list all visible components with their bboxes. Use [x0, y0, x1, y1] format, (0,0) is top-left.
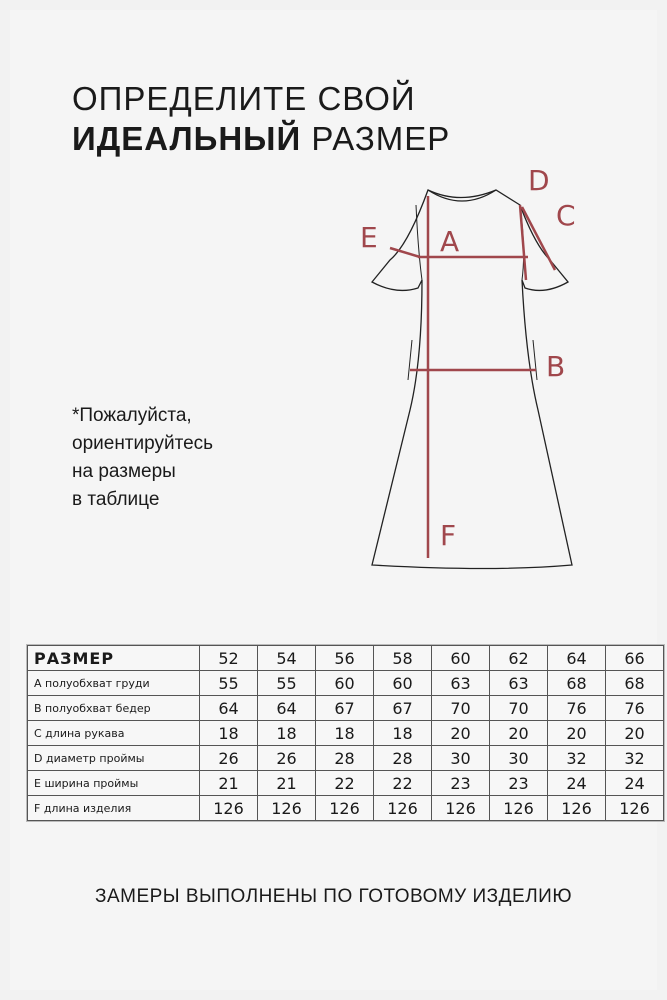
label-c: C: [556, 199, 576, 232]
table-cell: 32: [548, 746, 606, 771]
size-cell: 64: [548, 646, 606, 671]
table-cell: 64: [200, 696, 258, 721]
table-cell: 24: [606, 771, 664, 796]
table-cell: 76: [548, 696, 606, 721]
row-label: F длина изделия: [28, 796, 200, 821]
table-cell: 126: [548, 796, 606, 821]
note-line: в таблице: [72, 489, 160, 510]
title-bold: ИДЕАЛЬНЫЙ: [72, 120, 302, 157]
table-cell: 30: [432, 746, 490, 771]
table-cell: 24: [548, 771, 606, 796]
table-cell: 20: [606, 721, 664, 746]
table-cell: 126: [606, 796, 664, 821]
row-label: А полуобхват груди: [28, 671, 200, 696]
table-row: [28, 796, 664, 821]
footer-note: ЗАМЕРЫ ВЫПОЛНЕНЫ ПО ГОТОВОМУ ИЗДЕЛИЮ: [94, 886, 573, 907]
table-cell: 126: [490, 796, 548, 821]
table-cell: 55: [258, 671, 316, 696]
table-cell: 23: [490, 771, 548, 796]
table-cell: 126: [316, 796, 374, 821]
table-cell: 126: [200, 796, 258, 821]
table-cell: 126: [432, 796, 490, 821]
table-cell: 63: [490, 671, 548, 696]
label-b: B: [546, 350, 566, 383]
table-cell: 67: [374, 696, 432, 721]
size-cell: 54: [258, 646, 316, 671]
table-cell: 68: [606, 671, 664, 696]
note-line: ориентируйтесь: [72, 433, 214, 454]
table-header-label: РАЗМЕР: [28, 646, 200, 671]
size-cell: 66: [606, 646, 664, 671]
table-row: [28, 671, 664, 696]
table-cell: 18: [316, 721, 374, 746]
title-rest: РАЗМЕР: [301, 120, 451, 157]
table-cell: 70: [490, 696, 548, 721]
table-cell: 20: [548, 721, 606, 746]
dress-measurement-diagram: [350, 160, 610, 580]
label-e: E: [360, 221, 378, 254]
table-cell: 76: [606, 696, 664, 721]
table-cell: 32: [606, 746, 664, 771]
table-cell: 23: [432, 771, 490, 796]
dress-pocket-line: [408, 340, 412, 380]
table-cell: 64: [258, 696, 316, 721]
row-label: E ширина проймы: [28, 771, 200, 796]
table-cell: 21: [258, 771, 316, 796]
table-cell: 21: [200, 771, 258, 796]
table-cell: 67: [316, 696, 374, 721]
size-table: [27, 645, 664, 821]
table-cell: 26: [258, 746, 316, 771]
table-cell: 22: [374, 771, 432, 796]
row-label: В полуобхват бедер: [28, 696, 200, 721]
table-cell: 126: [258, 796, 316, 821]
note-line: *Пожалуйста,: [72, 405, 192, 426]
table-row: [28, 746, 664, 771]
size-note: [72, 402, 213, 514]
table-cell: 18: [374, 721, 432, 746]
size-cell: 58: [374, 646, 432, 671]
table-row: [28, 696, 664, 721]
table-cell: 22: [316, 771, 374, 796]
table-cell: 26: [200, 746, 258, 771]
table-cell: 18: [258, 721, 316, 746]
table-cell: 70: [432, 696, 490, 721]
label-d: D: [528, 164, 550, 197]
table-cell: 28: [316, 746, 374, 771]
size-cell: 52: [200, 646, 258, 671]
dress-pocket-line-right: [533, 340, 537, 380]
size-cell: 56: [316, 646, 374, 671]
row-label: С длина рукава: [28, 721, 200, 746]
table-cell: 18: [200, 721, 258, 746]
table-cell: 68: [548, 671, 606, 696]
size-cell: 60: [432, 646, 490, 671]
table-row: [28, 771, 664, 796]
table-cell: 20: [490, 721, 548, 746]
note-line: на размеры: [72, 461, 176, 482]
size-cell: 62: [490, 646, 548, 671]
table-header-row: [28, 646, 664, 671]
table-cell: 55: [200, 671, 258, 696]
table-cell: 126: [374, 796, 432, 821]
row-label: D диаметр проймы: [28, 746, 200, 771]
table-cell: 20: [432, 721, 490, 746]
table-row: [28, 721, 664, 746]
table-cell: 30: [490, 746, 548, 771]
title-line-2: [72, 120, 450, 158]
table-cell: 60: [374, 671, 432, 696]
table-cell: 28: [374, 746, 432, 771]
table-cell: 60: [316, 671, 374, 696]
label-f: F: [440, 519, 457, 552]
table-cell: 63: [432, 671, 490, 696]
title-line-1: ОПРЕДЕЛИТЕ СВОЙ: [72, 80, 416, 117]
label-a: A: [440, 225, 460, 258]
